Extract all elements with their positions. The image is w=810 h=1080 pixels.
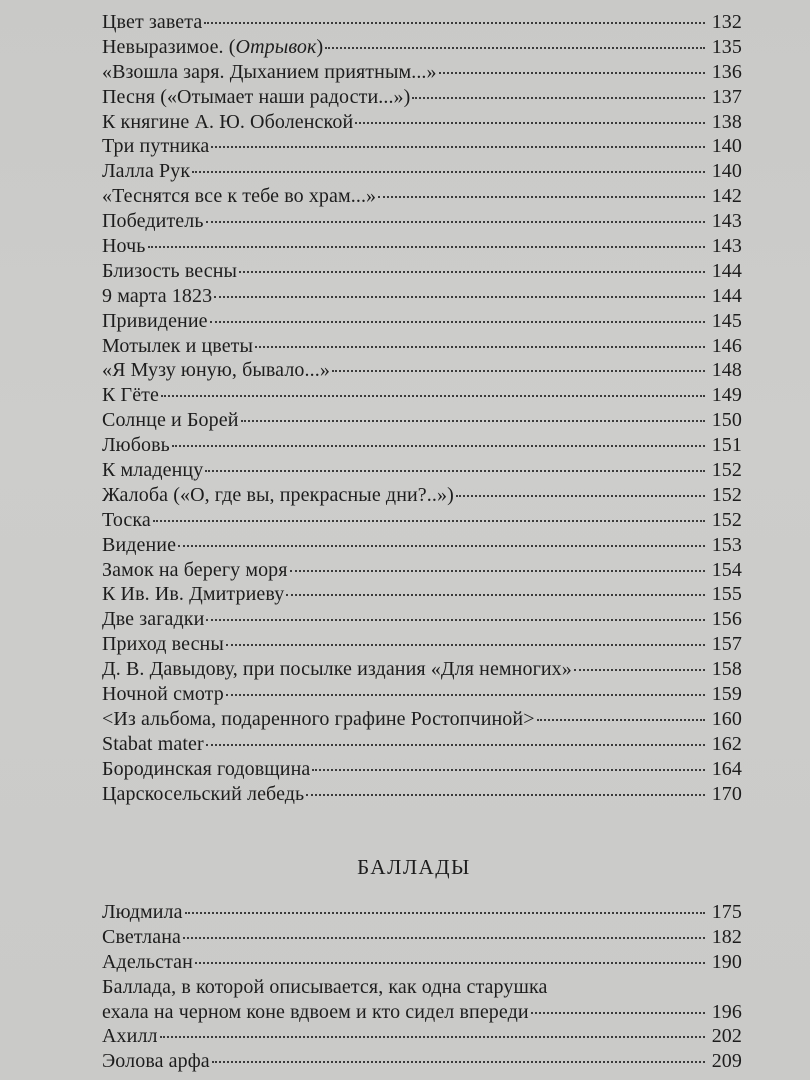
toc-entry-title-text: <Из альбома, подаренного графине Ростопчиной> [102, 707, 535, 730]
toc-entry-title-text: Видение [102, 533, 177, 556]
leader-dots [439, 72, 705, 74]
toc-entry-title [102, 757, 310, 782]
toc-entry-title [102, 682, 224, 707]
toc-entry-title-text: Царскосельский лебедь [102, 782, 305, 805]
leader-dots [226, 694, 705, 696]
toc-entry-title [102, 35, 323, 60]
toc-page-number: 202 [711, 1025, 742, 1048]
toc-entry-title [102, 110, 353, 135]
toc-entry [102, 85, 742, 110]
toc-page-number: 164 [711, 757, 742, 780]
leader-dots [214, 296, 705, 298]
toc-page-number: 140 [711, 160, 742, 183]
toc-entry [102, 259, 742, 284]
leader-dots [306, 794, 705, 796]
leader-dots [239, 271, 705, 273]
toc-entry-title [102, 383, 159, 408]
toc-entry-title-text: Тоска [102, 508, 151, 531]
toc-entry-title [102, 558, 288, 583]
leader-dots [531, 1012, 705, 1014]
leader-dots [412, 97, 705, 99]
toc-entry-title [102, 209, 204, 234]
toc-entry-title-text: Любовь [102, 434, 170, 457]
toc-entry-title [102, 1049, 210, 1074]
toc-entry-title [102, 732, 204, 757]
leader-dots [206, 221, 705, 223]
toc-entry [102, 110, 742, 135]
leader-dots [185, 912, 705, 914]
toc-entry-title-text: Жалоба («О, где вы, прекрасные дни?..») [102, 483, 454, 506]
toc-page-number: 156 [711, 608, 742, 631]
toc-entry [102, 408, 742, 433]
toc-entry [102, 757, 742, 782]
toc-entry-title-text: Две загадки [102, 608, 205, 631]
toc-entry-title-text: Бородинская годовщина [102, 757, 311, 780]
toc-entry-title [102, 85, 410, 110]
leader-dots [355, 122, 705, 124]
toc-entry-line2 [102, 1000, 742, 1025]
toc-page-number: 148 [711, 359, 742, 382]
toc-entry-title-text: Stabat mater [102, 732, 204, 755]
leader-dots [161, 395, 705, 397]
toc-entry-title [102, 259, 237, 284]
toc-entry-title-text: Людмила [102, 901, 183, 923]
toc-entry-title-text: Эолова арфа [102, 1050, 210, 1073]
toc-entry-title-text: Ахилл [102, 1025, 158, 1048]
leader-dots [204, 22, 705, 24]
toc-entry-title-italic: Отрывок [235, 35, 317, 58]
toc-entry-title-text: К Ив. Ив. Дмитриеву [102, 583, 285, 606]
toc-entry-title [102, 358, 330, 383]
toc-entry-title-text: Замок на берегу моря [102, 558, 288, 581]
toc-entry [102, 134, 742, 159]
toc-entry-title-text: К младенцу [102, 459, 204, 482]
toc-entry-title [102, 10, 202, 35]
toc-entry [102, 184, 742, 209]
toc-entry [102, 782, 742, 807]
toc-entry [102, 284, 742, 309]
leader-dots [183, 937, 705, 939]
leader-dots [241, 420, 705, 422]
toc-entry [102, 10, 742, 35]
toc-page-number: 182 [711, 925, 742, 948]
toc-entry-title [102, 582, 284, 607]
toc-entry-title-text: Песня («Отымает наши радости...») [102, 85, 411, 108]
leader-dots [206, 619, 705, 621]
toc-page-number: 136 [711, 60, 742, 83]
toc-page-number: 132 [711, 11, 742, 33]
leader-dots [286, 594, 705, 596]
toc-entry-title-text: Ночной смотр [102, 683, 224, 706]
toc-entry [102, 60, 742, 85]
toc-entry-title [102, 184, 376, 209]
toc-entry-title-text: Цвет завета [102, 11, 203, 33]
toc-page-number: 153 [711, 533, 742, 556]
toc-page-number: 143 [711, 210, 742, 233]
toc-page-number: 159 [711, 683, 742, 706]
toc-entry-title-text: «Взошла заря. Дыханием приятным...» [102, 60, 437, 83]
toc-entry-title-text: 9 марта 1823 [102, 284, 213, 307]
toc-entry-title-text: Приход весны [102, 633, 224, 656]
toc-entry [102, 900, 742, 925]
toc-page-number: 190 [711, 950, 742, 973]
leader-dots [172, 445, 705, 447]
toc-entry-title [102, 408, 239, 433]
leader-dots [192, 171, 705, 173]
toc-entry [102, 707, 742, 732]
toc-entry-title-line1: Баллада, в которой описывается, как одна старушка [102, 975, 548, 998]
toc-entry-title-text: Близость весны [102, 259, 238, 282]
toc-entry [102, 975, 742, 1025]
section-heading: БАЛЛАДЫ [357, 855, 471, 879]
toc-entry-title-text: К Гёте [102, 384, 159, 407]
toc-page-number: 152 [711, 483, 742, 506]
toc-entry-title-text: К княгине А. Ю. Оболенской [102, 110, 354, 133]
toc-entry-title [102, 234, 146, 259]
toc-page-number: 155 [711, 583, 742, 606]
toc-list-ballads [102, 900, 742, 1074]
toc-entry [102, 334, 742, 359]
toc-entry [102, 1024, 742, 1049]
toc-page-number: 138 [711, 110, 742, 133]
toc-entry [102, 925, 742, 950]
leader-dots [153, 520, 705, 522]
toc-entry-title-text: Светлана [102, 925, 182, 948]
toc-entry-title [102, 632, 224, 657]
toc-page-number: 158 [711, 658, 742, 681]
leader-dots [226, 644, 705, 646]
leader-dots [210, 321, 705, 323]
toc-page-number: 142 [711, 185, 742, 208]
leader-dots [574, 669, 705, 671]
leader-dots [212, 1061, 705, 1063]
toc-entry [102, 483, 742, 508]
toc-entry-title [102, 533, 176, 558]
leader-dots [537, 719, 705, 721]
toc-entry [102, 582, 742, 607]
toc-entry [102, 657, 742, 682]
toc-entry-title-text: Невыразимое. ( [102, 35, 236, 58]
leader-dots [211, 146, 705, 148]
toc-entry-title-text: «Теснятся все к тебе во храм...» [102, 185, 377, 208]
toc-entry-title [102, 134, 209, 159]
leader-dots [332, 370, 705, 372]
toc-entry-title-text: Три путника [102, 135, 210, 158]
toc-entry-title-end: ) [316, 35, 324, 58]
toc-entry-title [102, 950, 193, 975]
toc-entry-title [102, 508, 151, 533]
toc-page-number: 152 [711, 508, 742, 531]
toc-entry [102, 458, 742, 483]
toc-page-number: 175 [711, 901, 742, 923]
toc-entry [102, 682, 742, 707]
toc-entry-title-text: Солнце и Борей [102, 409, 239, 432]
toc-entry-title [102, 900, 183, 925]
toc-entry-title [102, 458, 203, 483]
toc-entry-title [102, 309, 208, 334]
toc-entry-title-text: Лалла Рук [102, 160, 191, 183]
leader-dots [148, 246, 705, 248]
toc-entry-title-text: «Я Музу юную, бывало...» [102, 359, 330, 382]
toc-entry [102, 632, 742, 657]
toc-entry [102, 558, 742, 583]
toc-page-number: 137 [711, 85, 742, 108]
toc-page-number: 162 [711, 732, 742, 755]
toc-entry [102, 508, 742, 533]
toc-entry [102, 433, 742, 458]
toc-page-number: 146 [711, 334, 742, 357]
toc-page-number: 151 [711, 434, 742, 457]
toc-entry [102, 383, 742, 408]
toc-entry [102, 234, 742, 259]
toc-entry [102, 309, 742, 334]
leader-dots [378, 196, 705, 198]
leader-dots [195, 962, 705, 964]
toc-page-number: 144 [711, 284, 742, 307]
toc-entry [102, 159, 742, 184]
leader-dots [456, 495, 705, 497]
toc-list-poems [102, 10, 742, 807]
toc-entry-title [102, 284, 212, 309]
leader-dots [312, 769, 705, 771]
toc-entry-title-text: Ночь [102, 235, 146, 258]
toc-entry [102, 607, 742, 632]
toc-entry-title-text: Привидение [102, 309, 208, 332]
toc-entry-title-text: Адельстан [102, 950, 193, 973]
toc-entry-title [102, 433, 170, 458]
leader-dots [290, 570, 705, 572]
toc-page-number: 152 [711, 459, 742, 482]
leader-dots [255, 346, 705, 348]
toc-entry-title [102, 707, 535, 732]
toc-entry-title [102, 334, 253, 359]
toc-page-number: 144 [711, 259, 742, 282]
toc-entry [102, 1049, 742, 1074]
toc-page-number: 145 [711, 309, 742, 332]
toc-entry-title-line2: ехала на черном коне вдвоем и кто сидел впереди [102, 1000, 529, 1023]
toc-page-number: 135 [711, 35, 742, 58]
toc-page-number: 196 [711, 1000, 742, 1023]
leader-dots [205, 470, 705, 472]
toc-entry-title [102, 925, 181, 950]
leader-dots [160, 1036, 705, 1038]
toc-entry [102, 732, 742, 757]
toc-page-number: 140 [711, 135, 742, 158]
toc-entry-title [102, 60, 437, 85]
toc-entry-title [102, 657, 572, 682]
toc-entry-title [102, 483, 454, 508]
leader-dots [325, 47, 705, 49]
toc-entry [102, 358, 742, 383]
toc-entry-title [102, 607, 204, 632]
toc-page-number: 143 [711, 235, 742, 258]
toc-page-number: 150 [711, 409, 742, 432]
toc-entry-title [102, 782, 304, 807]
leader-dots [178, 545, 705, 547]
leader-dots [206, 744, 705, 746]
toc-entry-title-text: Мотылек и цветы [102, 334, 254, 357]
toc-entry-title [102, 1024, 158, 1049]
toc-page-number: 170 [711, 782, 742, 805]
toc-page-number: 157 [711, 633, 742, 656]
toc-page-number: 209 [711, 1050, 742, 1073]
toc-entry [102, 533, 742, 558]
toc-page-number: 149 [711, 384, 742, 407]
toc-page-number: 160 [711, 707, 742, 730]
toc-page-number: 154 [711, 558, 742, 581]
toc-entry [102, 950, 742, 975]
toc-entry-title-text: Д. В. Давыдову, при посылке издания «Для немногих» [102, 658, 572, 681]
toc-entry-title [102, 159, 190, 184]
toc-entry [102, 209, 742, 234]
toc-entry [102, 35, 742, 60]
toc-entry-title-text: Победитель [102, 210, 204, 233]
